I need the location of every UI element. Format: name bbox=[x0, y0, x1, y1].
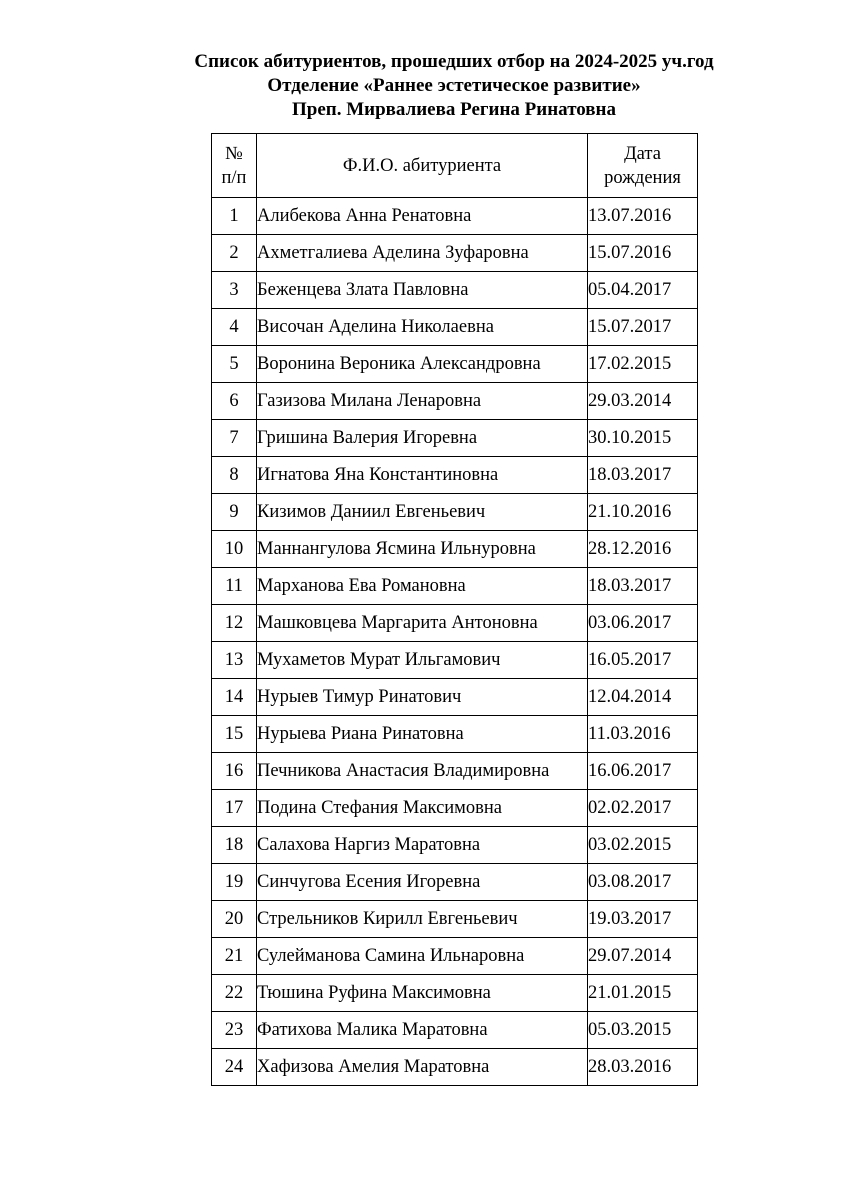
birth-date: 21.10.2016 bbox=[588, 494, 698, 531]
row-number: 11 bbox=[212, 568, 257, 605]
row-number: 9 bbox=[212, 494, 257, 531]
applicant-name: Тюшина Руфина Максимовна bbox=[257, 975, 588, 1012]
applicant-name: Нурыева Риана Ринатовна bbox=[257, 716, 588, 753]
birth-date: 12.04.2014 bbox=[588, 679, 698, 716]
applicant-name: Алибекова Анна Ренатовна bbox=[257, 198, 588, 235]
applicant-name: Мухаметов Мурат Ильгамович bbox=[257, 642, 588, 679]
birth-date: 03.06.2017 bbox=[588, 605, 698, 642]
table-body bbox=[212, 198, 698, 1086]
column-header-number-line1: № bbox=[225, 143, 243, 164]
document-header bbox=[0, 50, 848, 122]
row-number: 4 bbox=[212, 309, 257, 346]
table-row bbox=[212, 901, 698, 938]
table-row bbox=[212, 716, 698, 753]
birth-date: 28.03.2016 bbox=[588, 1049, 698, 1086]
birth-date: 18.03.2017 bbox=[588, 568, 698, 605]
table-row bbox=[212, 346, 698, 383]
row-number: 7 bbox=[212, 420, 257, 457]
row-number: 22 bbox=[212, 975, 257, 1012]
birth-date: 05.04.2017 bbox=[588, 272, 698, 309]
applicant-name: Фатихова Малика Маратовна bbox=[257, 1012, 588, 1049]
birth-date: 28.12.2016 bbox=[588, 531, 698, 568]
applicant-name: Хафизова Амелия Маратовна bbox=[257, 1049, 588, 1086]
row-number: 18 bbox=[212, 827, 257, 864]
applicant-name: Синчугова Есения Игоревна bbox=[257, 864, 588, 901]
birth-date: 15.07.2017 bbox=[588, 309, 698, 346]
department-name: Отделение «Раннее эстетическое развитие» bbox=[267, 75, 641, 96]
table-row bbox=[212, 235, 698, 272]
column-header-name: Ф.И.О. абитуриента bbox=[257, 134, 588, 198]
row-number: 15 bbox=[212, 716, 257, 753]
row-number: 19 bbox=[212, 864, 257, 901]
applicant-name: Стрельников Кирилл Евгеньевич bbox=[257, 901, 588, 938]
birth-date: 18.03.2017 bbox=[588, 457, 698, 494]
table-row bbox=[212, 605, 698, 642]
row-number: 16 bbox=[212, 753, 257, 790]
table-row bbox=[212, 864, 698, 901]
table-row bbox=[212, 827, 698, 864]
birth-date: 11.03.2016 bbox=[588, 716, 698, 753]
document-title: Список абитуриентов, прошедших отбор на 2024-2025 уч.год bbox=[194, 51, 714, 72]
table-row bbox=[212, 1012, 698, 1049]
applicant-name: Печникова Анастасия Владимировна bbox=[257, 753, 588, 790]
applicant-name: Беженцева Злата Павловна bbox=[257, 272, 588, 309]
applicant-name: Салахова Наргиз Маратовна bbox=[257, 827, 588, 864]
row-number: 24 bbox=[212, 1049, 257, 1086]
row-number: 10 bbox=[212, 531, 257, 568]
birth-date: 16.06.2017 bbox=[588, 753, 698, 790]
applicant-name: Газизова Милана Ленаровна bbox=[257, 383, 588, 420]
column-header-number bbox=[212, 134, 257, 198]
row-number: 12 bbox=[212, 605, 257, 642]
table-row bbox=[212, 494, 698, 531]
table-row bbox=[212, 938, 698, 975]
applicant-name: Височан Аделина Николаевна bbox=[257, 309, 588, 346]
table-row bbox=[212, 679, 698, 716]
row-number: 23 bbox=[212, 1012, 257, 1049]
table-row bbox=[212, 198, 698, 235]
table-row bbox=[212, 309, 698, 346]
birth-date: 17.02.2015 bbox=[588, 346, 698, 383]
table-row bbox=[212, 383, 698, 420]
table-row bbox=[212, 531, 698, 568]
applicant-name: Гришина Валерия Игоревна bbox=[257, 420, 588, 457]
table-header-row bbox=[212, 134, 698, 198]
row-number: 2 bbox=[212, 235, 257, 272]
applicant-name: Воронина Вероника Александровна bbox=[257, 346, 588, 383]
table-row bbox=[212, 790, 698, 827]
table-row bbox=[212, 642, 698, 679]
column-header-birthdate-line2: рождения bbox=[604, 167, 681, 188]
birth-date: 03.02.2015 bbox=[588, 827, 698, 864]
table-row bbox=[212, 568, 698, 605]
applicant-name: Подина Стефания Максимовна bbox=[257, 790, 588, 827]
birth-date: 05.03.2015 bbox=[588, 1012, 698, 1049]
table-row bbox=[212, 272, 698, 309]
teacher-name: Преп. Мирвалиева Регина Ринатовна bbox=[291, 99, 617, 120]
row-number: 21 bbox=[212, 938, 257, 975]
birth-date: 29.03.2014 bbox=[588, 383, 698, 420]
birth-date: 13.07.2016 bbox=[588, 198, 698, 235]
row-number: 8 bbox=[212, 457, 257, 494]
row-number: 20 bbox=[212, 901, 257, 938]
applicants-table bbox=[211, 133, 698, 1086]
row-number: 14 bbox=[212, 679, 257, 716]
birth-date: 03.08.2017 bbox=[588, 864, 698, 901]
column-header-birthdate-line1: Дата bbox=[624, 143, 661, 164]
applicant-name: Машковцева Маргарита Антоновна bbox=[257, 605, 588, 642]
applicant-name: Ахметгалиева Аделина Зуфаровна bbox=[257, 235, 588, 272]
applicant-name: Нурыев Тимур Ринатович bbox=[257, 679, 588, 716]
applicant-name: Сулейманова Самина Ильнаровна bbox=[257, 938, 588, 975]
row-number: 1 bbox=[212, 198, 257, 235]
table-row bbox=[212, 1049, 698, 1086]
table-row bbox=[212, 457, 698, 494]
birth-date: 30.10.2015 bbox=[588, 420, 698, 457]
birth-date: 19.03.2017 bbox=[588, 901, 698, 938]
table-row bbox=[212, 420, 698, 457]
birth-date: 16.05.2017 bbox=[588, 642, 698, 679]
applicant-name: Игнатова Яна Константиновна bbox=[257, 457, 588, 494]
row-number: 5 bbox=[212, 346, 257, 383]
column-header-birthdate bbox=[588, 134, 698, 198]
row-number: 6 bbox=[212, 383, 257, 420]
applicant-name: Марханова Ева Романовна bbox=[257, 568, 588, 605]
row-number: 17 bbox=[212, 790, 257, 827]
row-number: 3 bbox=[212, 272, 257, 309]
applicant-name: Маннангулова Ясмина Ильнуровна bbox=[257, 531, 588, 568]
table-row bbox=[212, 753, 698, 790]
birth-date: 29.07.2014 bbox=[588, 938, 698, 975]
table-row bbox=[212, 975, 698, 1012]
row-number: 13 bbox=[212, 642, 257, 679]
birth-date: 02.02.2017 bbox=[588, 790, 698, 827]
birth-date: 15.07.2016 bbox=[588, 235, 698, 272]
column-header-number-line2: п/п bbox=[221, 167, 247, 188]
birth-date: 21.01.2015 bbox=[588, 975, 698, 1012]
applicant-name: Кизимов Даниил Евгеньевич bbox=[257, 494, 588, 531]
